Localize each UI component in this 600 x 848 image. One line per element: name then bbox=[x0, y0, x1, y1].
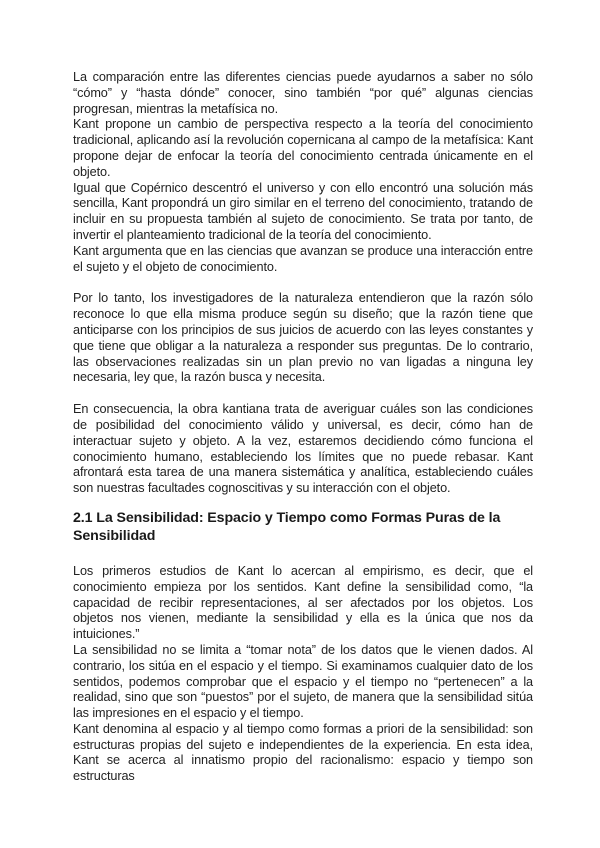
section-heading: 2.1 La Sensibilidad: Espacio y Tiempo como Formas Puras de la Sensibilidad bbox=[73, 509, 501, 544]
paragraph-sensibilidad-limite: La sensibilidad no se limita a “tomar nota” de los datos que le vienen dados. Al contrario, los sitúa en el espacio y el tiempo. Si examinamos cualquier dato de los sentidos, podemos comprobar que el espacio y el tiempo no “pertenecen” a la realidad, sino que son “puestos” por el sujeto, de manera que la sensibilidad sitúa las impresiones en el espacio y el tiempo. bbox=[73, 642, 533, 721]
paragraph-comparacion: La comparación entre las diferentes ciencias puede ayudarnos a saber no sólo “cómo” y “hasta dónde” conocer, sino también “por qué” algunas ciencias progresan, mientras la metafísica no. bbox=[73, 70, 533, 116]
paragraph-empirismo: Los primeros estudios de Kant lo acercan al empirismo, es decir, que el conocimiento empieza por los sentidos. Kant define la sensibilidad como, “la capacidad de recibir representaciones, al ser afectados por los objetos. Los objetos nos vienen, mediante la sensibilidad y ella es la única que nos da intuiciones.” bbox=[73, 563, 533, 642]
paragraph-interaccion: Kant argumenta que en las ciencias que avanzan se produce una interacción entre el sujeto y el objeto de conocimiento. bbox=[73, 243, 533, 274]
paragraph-copernico: Igual que Copérnico descentró el universo y con ello encontró una solución más sencilla, Kant propondrá un giro similar en el terreno del conocimiento, tratando de incluir en su propuesta también al sujeto de conocimiento. Se trata por tanto, de invertir el planteamiento tradicional de la teoría del conocimiento. bbox=[73, 180, 533, 242]
paragraph-consecuencia: En consecuencia, la obra kantiana trata de averiguar cuáles son las condiciones de posibilidad del conocimiento válido y universal, es decir, cómo han de interactuar sujeto y objeto. A la vez, estaremos decidiendo cómo funciona el conocimiento humano, estableciendo los límites que no puede rebasar. Kant afrontará esta tarea de una manera sistemática y analítica, estableciendo cuáles son nuestras facultades cognoscitivas y su interacción con el objeto. bbox=[73, 402, 533, 496]
paragraph-spacer bbox=[73, 386, 533, 402]
paragraph-spacer bbox=[73, 275, 533, 291]
document-page bbox=[73, 70, 533, 785]
paragraph-investigadores: Por lo tanto, los investigadores de la naturaleza entendieron que la razón sólo reconoce lo que ella misma produce según su diseño; que la razón tiene que anticiparse con los principios de sus juicios de acuerdo con las leyes constantes y que tiene que obligar a la naturaleza a responder sus preguntas. De lo contrario, las observaciones realizadas sin un plan previo no van ligadas a ninguna ley necesaria, ley que, la razón busca y necesita. bbox=[73, 291, 533, 385]
paragraph-perspectiva: Kant propone un cambio de perspectiva respecto a la teoría del conocimiento tradicional, aplicando así la revolución copernicana al campo de la metafísica: Kant propone dejar de enfocar la teoría del conocimiento centrada únicamente en el objeto. bbox=[73, 117, 533, 179]
paragraph-formas-a-priori: Kant denomina al espacio y al tiempo como formas a priori de la sensibilidad: son estructuras propias del sujeto e independientes de la experiencia. En esta idea, Kant se acerca al innatismo propio del racionalismo: espacio y tiempo son estructuras bbox=[73, 721, 533, 784]
